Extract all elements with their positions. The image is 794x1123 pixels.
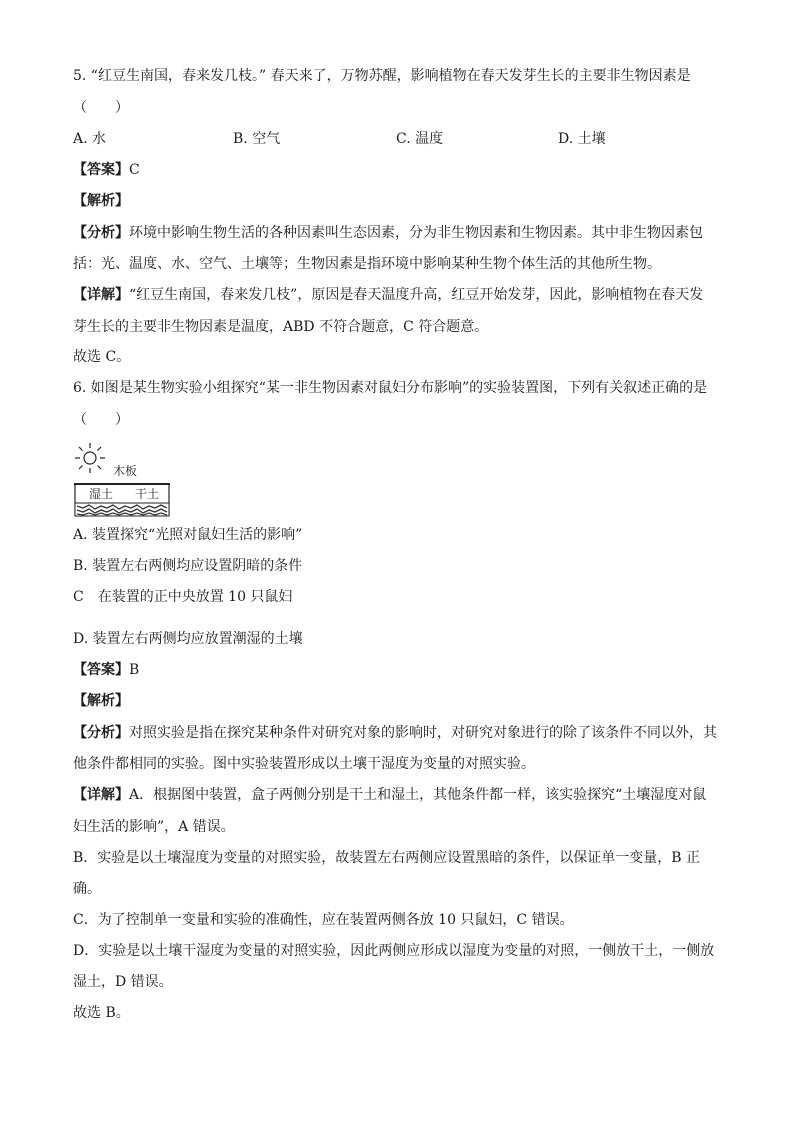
answer-value: C xyxy=(129,162,140,178)
q6-analysis-title: 【解析】 xyxy=(73,693,129,709)
q6-xiangjie-a-line1 xyxy=(73,786,706,804)
xiangjie-tag: 【详解】 xyxy=(73,787,129,803)
q6-stem-line1: 6. 如图是某生物实验小组探究“某一非生物因素对鼠妇分布影响”的实验装置图，下列有关叙述正确的是 xyxy=(73,380,708,396)
q6-xiangjie-b-line2: 确。 xyxy=(73,881,101,897)
apparatus-diagram xyxy=(73,440,183,520)
sun-icon xyxy=(75,443,105,473)
q5-option-b: B. 空气 xyxy=(233,131,281,147)
q6-conclusion: 故选 B。 xyxy=(73,1005,130,1021)
q6-fenxi-line2: 他条件都相同的实验。图中实验装置形成以土壤干湿度为变量的对照实验。 xyxy=(73,756,535,772)
xiangjie-tag: 【详解】 xyxy=(73,287,129,303)
q5-stem-line2: （ ） xyxy=(73,100,129,116)
q5-option-c: C. 温度 xyxy=(396,131,444,147)
fenxi-tag: 【分析】 xyxy=(73,725,129,741)
q5-conclusion: 故选 C。 xyxy=(73,349,131,365)
q6-answer xyxy=(73,661,139,679)
q6-xiangjie-d-line1: D．实验是以土壤干湿度为变量的对照实验，因此两侧应形成以湿度为变量的对照，一侧放干土，一侧放 xyxy=(73,943,715,959)
apparatus-figure xyxy=(73,440,183,520)
board-label: 木板 xyxy=(113,464,138,478)
xiangjie-text: A．根据图中装置，盒子两侧分别是干土和湿土，其他条件都一样，该实验探究“土壤湿度对鼠 xyxy=(129,787,707,803)
q5-stem-line1: 5. “红豆生南国，春来发几枝。” 春天来了，万物苏醒，影响植物在春天发芽生长的主要非生物因素是 xyxy=(73,68,691,84)
answer-value: B xyxy=(129,662,140,678)
q6-fenxi-line1 xyxy=(73,724,717,742)
fenxi-text: 环境中影响生物生活的各种因素叫生态因素，分为非生物因素和生物因素。其中非生物因素包 xyxy=(129,225,703,241)
q5-xiangjie-line2: 芽生长的主要非生物因素是温度，ABD 不符合题意，C 符合题意。 xyxy=(73,319,489,335)
q5-fenxi-line2: 括：光、温度、水、空气、土壤等；生物因素是指环境中影响某种生物个体生活的其他所生物。 xyxy=(73,256,661,272)
soil-texture xyxy=(75,503,169,516)
fenxi-text: 对照实验是指在探究某种条件对研究对象的影响时，对研究对象进行的除了该条件不同以外，其 xyxy=(129,725,717,741)
q5-analysis-title: 【解析】 xyxy=(73,193,129,209)
q6-option-c: C 在装置的正中央放置 10 只鼠妇 xyxy=(73,589,293,605)
q6-option-b: B. 装置左右两侧均应设置阴暗的条件 xyxy=(73,558,303,574)
q6-xiangjie-c-line1: C．为了控制单一变量和实验的准确性，应在装置两侧各放 10 只鼠妇，C 错误。 xyxy=(73,912,574,928)
wet-soil-label: 湿土 xyxy=(89,487,114,501)
q5-answer xyxy=(73,161,140,179)
dry-soil-label: 干土 xyxy=(135,487,160,501)
answer-tag: 【答案】 xyxy=(73,662,129,678)
q5-fenxi-line1 xyxy=(73,224,703,242)
q6-stem-line2: （ ） xyxy=(73,412,129,428)
q5-option-a: A. 水 xyxy=(73,131,107,147)
q6-xiangjie-d-line2: 湿土，D 错误。 xyxy=(73,974,173,990)
q5-xiangjie-line1 xyxy=(73,286,703,304)
q6-xiangjie-a-line2: 妇生活的影响”，A 错误。 xyxy=(73,819,235,835)
answer-tag: 【答案】 xyxy=(73,162,129,178)
fenxi-tag: 【分析】 xyxy=(73,225,129,241)
q5-option-d: D. 土壤 xyxy=(558,131,606,147)
q6-xiangjie-b-line1: B．实验是以土壤湿度为变量的对照实验，故装置左右两侧应设置黑暗的条件，以保证单一变量，B 正 xyxy=(73,850,701,866)
wooden-board xyxy=(74,483,170,485)
q6-option-a: A. 装置探究“光照对鼠妇生活的影响” xyxy=(73,527,303,543)
xiangjie-text: “红豆生南国，春来发几枝”，原因是春天温度升高，红豆开始发芽，因此，影响植物在春天发 xyxy=(129,287,704,303)
q6-option-d: D. 装置左右两侧均应放置潮湿的土壤 xyxy=(73,631,303,647)
